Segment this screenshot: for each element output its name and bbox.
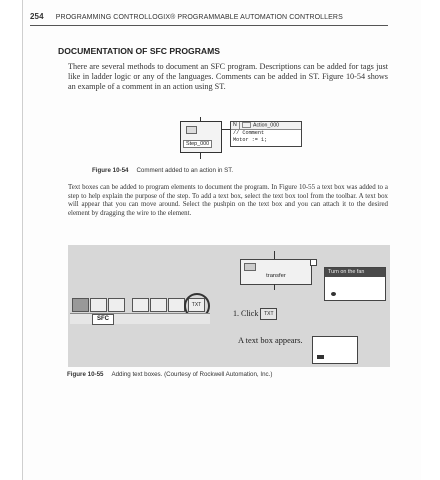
instruction-step-1: [233, 308, 277, 320]
toolbar-button-1[interactable]: [72, 298, 89, 312]
figure-10-54-caption: [92, 167, 233, 174]
step-pin-icon: [310, 259, 317, 266]
toolbar-button-2[interactable]: [90, 298, 107, 312]
pushpin-icon[interactable]: [317, 355, 324, 359]
transfer-bottom-connector: [274, 284, 275, 290]
sfc-toolbar: [70, 295, 202, 323]
header-rule: [30, 25, 388, 26]
running-head-title: PROGRAMMING CONTROLLOGIX® PROGRAMMABLE AUTOMATION CONTROLLERS: [55, 14, 343, 21]
toolbar-button-3[interactable]: [108, 298, 125, 312]
figure-10-55-caption: [67, 371, 272, 378]
action-name: Action_000: [253, 122, 279, 129]
action-connector: [222, 129, 230, 130]
sfc-step-transfer: [240, 259, 312, 285]
running-head: [30, 12, 398, 21]
action-header: [231, 122, 301, 130]
text-box-comment[interactable]: [324, 267, 386, 301]
caption-text: Adding text boxes. (Courtesy of Rockwell Automation, Inc.): [111, 371, 273, 378]
step-label: Step_000: [183, 140, 212, 148]
new-text-box[interactable]: [312, 336, 358, 364]
caption-label: Figure 10-55: [67, 371, 104, 378]
paragraph-1: There are several methods to document an SFC program. Descriptions can be added for tags just like in ladder logic or any of the languages. Comments can be added in ST. Figure 10-54 shows an example of a comment in an action using ST.: [68, 62, 388, 92]
step-tag-icon: [244, 263, 256, 271]
sfc-step: [180, 121, 222, 153]
page-number: 254: [30, 12, 44, 21]
text-box-text: Turn on the fan: [325, 268, 385, 277]
transfer-top-connector: [274, 251, 275, 259]
caption-label: Figure 10-54: [92, 167, 129, 174]
section-title: DOCUMENTATION OF SFC PROGRAMS: [58, 46, 221, 56]
pushpin-icon[interactable]: [331, 292, 336, 296]
tab-bar: [70, 313, 210, 324]
toolbar-button-4[interactable]: [132, 298, 149, 312]
toolbar-button-6[interactable]: [168, 298, 185, 312]
sfc-action: [230, 121, 302, 147]
figure-10-54: [178, 117, 303, 161]
step-bottom-connector: [200, 153, 201, 159]
paragraph-2: Text boxes can be added to program elements to document the program. In Figure 10-55 a text box was added to a step to help explain the purpose of the step. To add a text box, select the text box tool from the toolbar. A text box will appear that you can move around. Select the pushpin on the text box and you can attach it to the desired element by dragging the wire to the element.: [68, 184, 388, 217]
action-tag-icon: [242, 122, 251, 128]
figure-10-55: [68, 245, 390, 367]
action-code-line-1: // Comment: [233, 130, 265, 136]
instruction-step-1-label: 1. Click: [233, 308, 259, 318]
text-box-tool-icon: TXT: [260, 308, 277, 320]
instruction-step-2: A text box appears.: [238, 336, 303, 345]
toolbar-button-5[interactable]: [150, 298, 167, 312]
step-label: transfer: [266, 273, 286, 279]
action-qualifier: N: [233, 122, 240, 129]
step-tag-icon: [186, 126, 197, 134]
text-box-tool-button[interactable]: TXT: [188, 298, 205, 312]
tab-sfc[interactable]: SFC: [92, 314, 114, 325]
caption-text: Comment added to an action in ST.: [136, 167, 234, 174]
action-code-line-2: Motor := 1;: [233, 136, 268, 143]
